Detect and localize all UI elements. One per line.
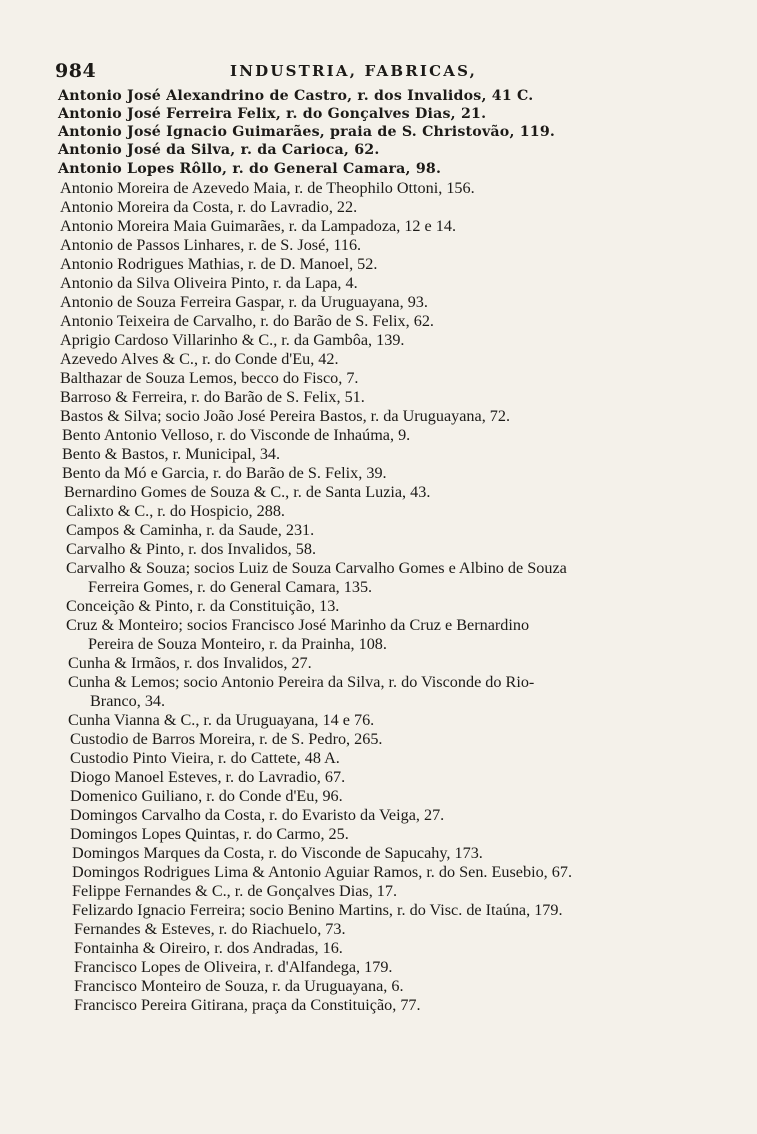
entry-line: Campos & Caminha, r. da Saude, 231. — [66, 521, 315, 539]
entry-line: Antonio Lopes Rôllo, r. do General Camara, 98. — [58, 161, 442, 177]
page-number: 984 — [55, 60, 97, 82]
entry-line: Fontainha & Oireiro, r. dos Andradas, 16. — [74, 939, 343, 957]
entry-line: Cunha & Irmãos, r. dos Invalidos, 27. — [68, 654, 312, 672]
entry-line: Calixto & C., r. do Hospicio, 288. — [66, 502, 285, 520]
entry-line: Fernandes & Esteves, r. do Riachuelo, 73. — [74, 920, 346, 938]
entry-line: Balthazar de Souza Lemos, becco do Fisco, 7. — [60, 369, 359, 387]
entry-line: Antonio Rodrigues Mathias, r. de D. Manoel, 52. — [60, 255, 378, 273]
entry-line: Antonio de Souza Ferreira Gaspar, r. da Uruguayana, 93. — [60, 293, 428, 311]
entry-line: Domenico Guiliano, r. do Conde d'Eu, 96. — [70, 787, 343, 805]
entry-line: Domingos Lopes Quintas, r. do Carmo, 25. — [70, 825, 349, 843]
entry-line: Cunha Vianna & C., r. da Uruguayana, 14 e 76. — [68, 711, 375, 729]
entry-line: Bento da Mó e Garcia, r. do Barão de S. Felix, 39. — [62, 464, 387, 482]
entry-line: Antonio Moreira Maia Guimarães, r. da Lampadoza, 12 e 14. — [60, 217, 457, 235]
entry-line: Francisco Lopes de Oliveira, r. d'Alfandega, 179. — [74, 958, 393, 976]
entry-line: Antonio Moreira da Costa, r. do Lavradio, 22. — [60, 198, 358, 216]
entry-line: Antonio José Alexandrino de Castro, r. dos Invalidos, 41 C. — [58, 88, 534, 104]
entry-line: Antonio de Passos Linhares, r. de S. José, 116. — [60, 236, 362, 254]
entry-line-continuation: Ferreira Gomes, r. do General Camara, 135. — [88, 578, 373, 596]
entry-line: Cruz & Monteiro; socios Francisco José Marinho da Cruz e Bernardino — [66, 616, 530, 634]
entry-line: Bento Antonio Velloso, r. do Visconde de Inhaúma, 9. — [62, 426, 411, 444]
entry-line: Felizardo Ignacio Ferreira; socio Benino Martins, r. do Visc. de Itaúna, 179. — [72, 901, 563, 919]
entry-line: Barroso & Ferreira, r. do Barão de S. Felix, 51. — [60, 388, 365, 406]
entry-line: Antonio da Silva Oliveira Pinto, r. da Lapa, 4. — [60, 274, 358, 292]
entry-line-continuation: Branco, 34. — [90, 692, 166, 710]
running-head: INDUSTRIA, FABRICAS, — [230, 62, 478, 80]
entry-line: Custodio Pinto Vieira, r. do Cattete, 48 A. — [70, 749, 340, 767]
entry-line: Domingos Rodrigues Lima & Antonio Aguiar Ramos, r. do Sen. Eusebio, 67. — [72, 863, 572, 881]
entry-line: Antonio José Ferreira Felix, r. do Gonçalves Dias, 21. — [58, 106, 487, 122]
entry-line: Conceição & Pinto, r. da Constituição, 13. — [66, 597, 340, 615]
entry-line: Francisco Pereira Gitirana, praça da Constituição, 77. — [74, 996, 421, 1014]
entry-line: Antonio Moreira de Azevedo Maia, r. de Theophilo Ottoni, 156. — [60, 179, 475, 197]
entry-line: Carvalho & Souza; socios Luiz de Souza Carvalho Gomes e Albino de Souza — [66, 559, 567, 577]
entry-line: Cunha & Lemos; socio Antonio Pereira da Silva, r. do Visconde do Rio- — [68, 673, 535, 691]
entry-line: Aprigio Cardoso Villarinho & C., r. da Gambôa, 139. — [60, 331, 405, 349]
entry-line: Diogo Manoel Esteves, r. do Lavradio, 67. — [70, 768, 346, 786]
entry-line: Antonio José da Silva, r. da Carioca, 62. — [58, 142, 380, 158]
entry-line: Carvalho & Pinto, r. dos Invalidos, 58. — [66, 540, 316, 558]
entry-line: Antonio José Ignacio Guimarães, praia de S. Christovão, 119. — [58, 124, 556, 140]
entry-line: Domingos Marques da Costa, r. do Visconde de Sapucahy, 173. — [72, 844, 483, 862]
entry-line: Azevedo Alves & C., r. do Conde d'Eu, 42. — [60, 350, 339, 368]
entry-line: Bento & Bastos, r. Municipal, 34. — [62, 445, 281, 463]
entry-line: Custodio de Barros Moreira, r. de S. Pedro, 265. — [70, 730, 383, 748]
entry-line: Bernardino Gomes de Souza & C., r. de Santa Luzia, 43. — [64, 483, 431, 501]
entry-line-continuation: Pereira de Souza Monteiro, r. da Prainha, 108. — [88, 635, 387, 653]
entry-line: Bastos & Silva; socio João José Pereira Bastos, r. da Uruguayana, 72. — [60, 407, 511, 425]
entry-line: Francisco Monteiro de Souza, r. da Uruguayana, 6. — [74, 977, 404, 995]
entry-line: Felippe Fernandes & C., r. de Gonçalves Dias, 17. — [72, 882, 398, 900]
entry-line: Antonio Teixeira de Carvalho, r. do Barão de S. Felix, 62. — [60, 312, 434, 330]
entry-line: Domingos Carvalho da Costa, r. do Evaristo da Veiga, 27. — [70, 806, 445, 824]
